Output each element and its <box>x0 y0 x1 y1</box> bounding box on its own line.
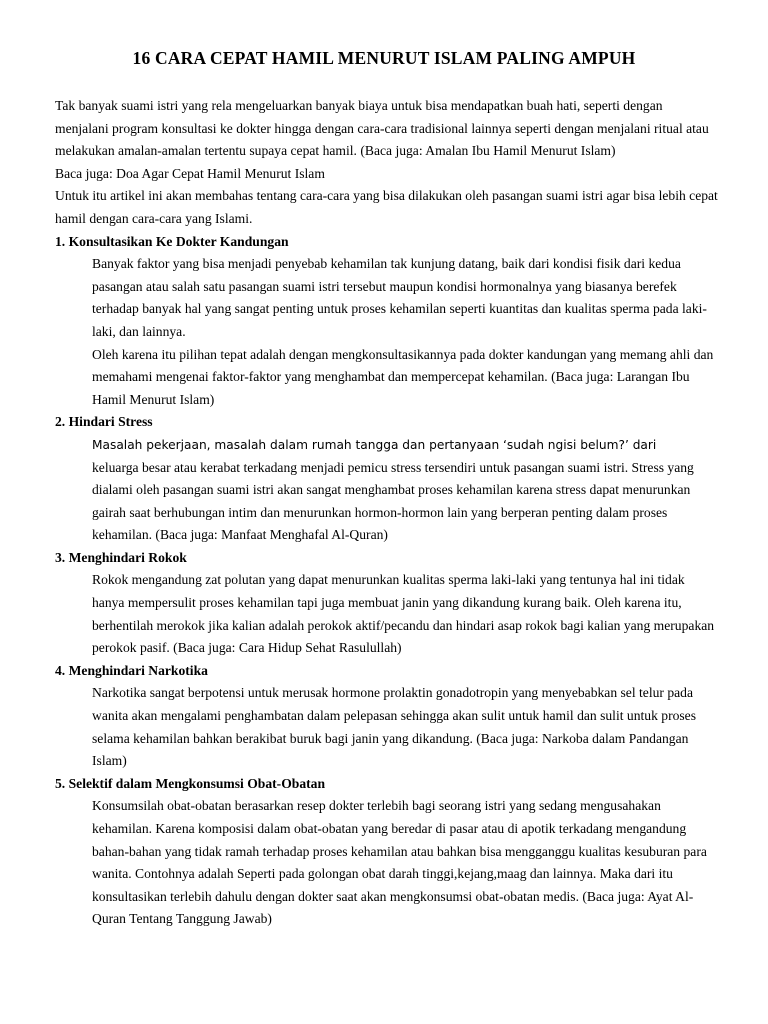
section-paragraph-first-line: Masalah pekerjaan, masalah dalam rumah tangga dan pertanyaan ‘sudah ngisi belum?’ dari <box>92 437 657 452</box>
section-paragraph: Banyak faktor yang bisa menjadi penyebab kehamilan tak kunjung datang, baik dari kondisi fisik dari kedua pasangan atau salah satu pasangan suami istri tersebut maupun kondisi hormonalnya yang biasanya berefek terhadap banyak hal yang sangat penting untuk proses kehamilan seperti kuantitas dan kualitas sperma pada laki-laki, dan lainnya. <box>92 256 707 339</box>
section-heading-4: 4. Menghindari Narkotika <box>55 662 208 678</box>
intro-related-link: Baca juga: Doa Agar Cepat Hamil Menurut Islam <box>55 165 325 181</box>
section-paragraph: Narkotika sangat berpotensi untuk merusak hormone prolaktin gonadotropin yang menyebabkan sel telur pada wanita akan mengalami penghambatan dalam pelepasan sehingga akan sulit untuk hamil dan sulit untuk proses selama kehamilan bahkan berakibat buruk bagi janin yang dikandung. (Baca juga: Narkoba dalam Pandangan Islam) <box>92 685 697 769</box>
section-heading-3: 3. Menghindari Rokok <box>55 549 187 565</box>
intro-paragraph: Untuk itu artikel ini akan membahas tentang cara-cara yang bisa dilakukan oleh pasangan suami istri agar bisa lebih cepat hamil dengan cara-cara yang Islami. <box>55 188 718 226</box>
section-body-3 <box>55 569 719 659</box>
section-body-1 <box>55 253 719 411</box>
document-body <box>55 95 719 931</box>
section-body-2 <box>55 434 719 547</box>
intro-paragraph: Tak banyak suami istri yang rela mengeluarkan banyak biaya untuk bisa mendapatkan buah hati, seperti dengan menjalani program konsultasi ke dokter hingga dengan cara-cara tradisional lainnya seperti dengan menjalani ritual atau melakukan amalan-amalan tertentu supaya cepat hamil. (Baca juga: Amalan Ibu Hamil Menurut Islam) <box>55 98 709 159</box>
document-title: 16 CARA CEPAT HAMIL MENURUT ISLAM PALING AMPUH <box>132 48 636 68</box>
section-paragraph: Oleh karena itu pilihan tepat adalah dengan mengkonsultasikannya pada dokter kandungan yang memang ahli dan memahami mengenai faktor-faktor yang menghambat dan mempercepat kehamilan. (Baca juga: Larangan Ibu Hamil Menurut Islam) <box>92 346 714 407</box>
section-body-4 <box>55 682 719 772</box>
section-paragraph: Rokok mengandung zat polutan yang dapat menurunkan kualitas sperma laki-laki yang tentunya hal ini tidak hanya mempersulit proses kehamilan tapi juga membuat janin yang dikandung kurang baik. Oleh karena itu, berhentilah merokok jika kalian adalah perokok aktif/pecandu dan hindari asap rokok bagi kalian yang merupakan perokok pasif. (Baca juga: Cara Hidup Sehat Rasulullah) <box>92 572 715 656</box>
section-heading-2: 2. Hindari Stress <box>55 414 153 430</box>
section-paragraph: keluarga besar atau kerabat terkadang menjadi pemicu stress tersendiri untuk pasangan suami istri. Stress yang dialami oleh pasangan suami istri akan sangat menghambat proses kehamilan karena stress dapat menurunkan gairah saat berhubungan intim dan menurunkan hormon-hormon lain yang berperan penting dalam proses kehamilan. (Baca juga: Manfaat Menghafal Al-Quran) <box>92 459 694 543</box>
section-heading-5: 5. Selektif dalam Mengkonsumsi Obat-Obatan <box>55 775 326 791</box>
section-paragraph: Konsumsilah obat-obatan berasarkan resep dokter terlebih bagi seorang istri yang sedang mengusahakan kehamilan. Karena komposisi dalam obat-obatan yang beredar di pasar atau di apotik terkadang mengandung bahan-bahan yang tidak ramah terhadap proses kehamilan atau bahkan bisa mengganggu kualitas kesuburan para wanita. Contohnya adalah Seperti pada golongan obat darah tinggi,kejang,maag dan lainnya. Maka dari itu konsultasikan terlebih dahulu dengan dokter saat akan mengkonsumsi obat-obatan medis. (Baca juga: Ayat Al-Quran Tentang Tanggung Jawab) <box>92 798 707 927</box>
section-body-5 <box>55 795 719 931</box>
section-heading-1: 1. Konsultasikan Ke Dokter Kandungan <box>55 233 289 249</box>
